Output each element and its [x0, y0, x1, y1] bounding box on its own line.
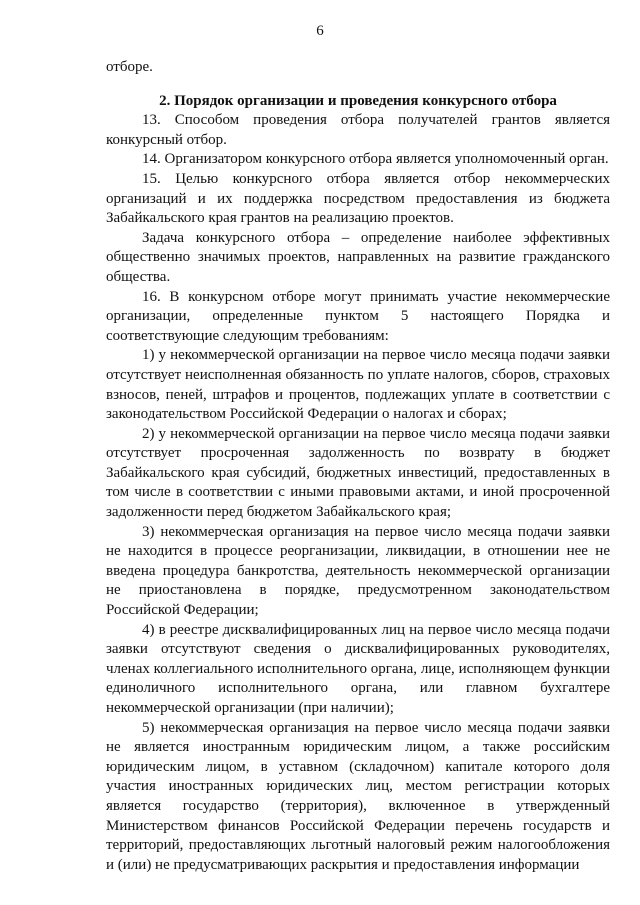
paragraph-16: 16. В конкурсном отборе могут принимать участие некоммерческие организации, определенные пунктом 5 настоящего Порядка и соответствующие следующим требованиям: [106, 288, 610, 344]
section-title: 2. Порядок организации и проведения конкурсного отбора [159, 92, 557, 109]
continuation-text: отборе. [106, 59, 153, 75]
paragraph-14: 14. Организатором конкурсного отбора является уполномоченный орган. [142, 151, 609, 168]
paragraph-15: 15. Целью конкурсного отбора является отбор некоммерческих организаций и их поддержка посредством предоставления из бюджета Забайкальского края грантов на реализацию проектов. [106, 170, 610, 227]
paragraph-task: Задача конкурсного отбора – определение наиболее эффективных общественно значимых проектов, направленных на развитие гражданского общества. [106, 229, 610, 285]
requirement-5: 5) некоммерческая организация на первое число месяца подачи заявки не является иностранным юридическим лицом, а также российским юридическим лицом, в уставном (складочном) капитале которого доля участия иностранных юридических лиц, местом регистрации которых является государство (территория), включенное в утвержденный Министерством финансов Российской Федерации перечень государств и территорий, предоставляющих льготный налоговый режим налогообложения и (или) не предусматривающих раскрытия и предоставления информации [106, 719, 610, 873]
requirement-1: 1) у некоммерческой организации на первое число месяца подачи заявки отсутствует неисполненная обязанность по уплате налогов, сборов, страховых взносов, пеней, штрафов и процентов, подлежащих уплате в соответствии с законодательством Российской Федерации о налогах и сборах; [106, 347, 610, 423]
document-body [106, 58, 610, 875]
requirement-4: 4) в реестре дисквалифицированных лиц на первое число месяца подачи заявки отсутствуют сведения о дисквалифицированных руководителях, членах коллегиального исполнительного органа, лице, исполняющем функции единоличного исполнительного органа, или главном бухгалтере некоммерческой организации (при наличии); [106, 621, 610, 716]
requirement-3: 3) некоммерческая организация на первое число месяца подачи заявки не находится в процессе реорганизации, ликвидации, в отношении нее не введена процедура банкротства, деятельность некоммерческой организации не приостановлена в порядке, предусмотренном законодательством Российской Федерации; [106, 523, 610, 619]
requirement-2: 2) у некоммерческой организации на первое число месяца подачи заявки отсутствует просроченная задолженность по возврату в бюджет Забайкальского края субсидий, бюджетных инвестиций, предоставленных в том числе в соответствии с иными правовыми актами, и иной просроченной задолженности перед бюджетом Забайкальского края; [106, 425, 610, 521]
paragraph-13: 13. Способом проведения отбора получателей грантов является конкурсный отбор. [106, 112, 610, 148]
page-number: 6 [316, 23, 324, 39]
